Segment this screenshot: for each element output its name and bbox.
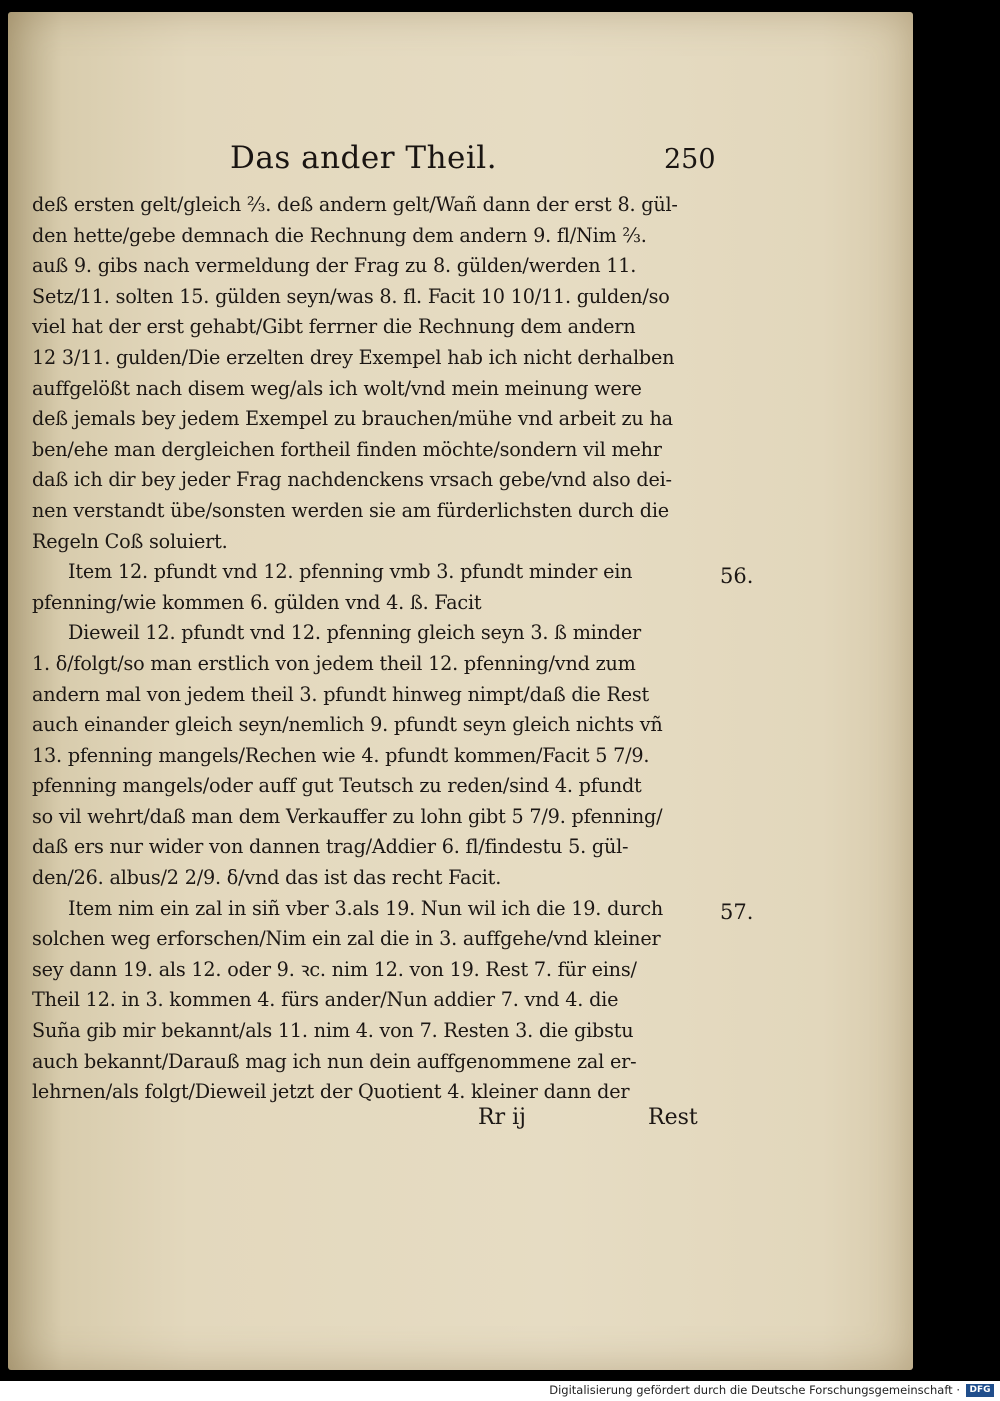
text-line: nen verstandt übe/sonsten werden sie am fürderlichsten durch die xyxy=(32,498,669,522)
text-line: Setz/11. solten 15. gülden seyn/was 8. fl. Facit 10 10/11. gulden/so xyxy=(32,284,670,308)
text-line: auch einander gleich seyn/nemlich 9. pfundt seyn gleich nichts vñ xyxy=(32,713,663,737)
margin-number-57: 57. xyxy=(720,900,754,924)
digitization-footer xyxy=(0,1381,1000,1401)
text-line: 12 3/11. gulden/Die erzelten drey Exempel hab ich nicht derhalben xyxy=(32,345,675,369)
text-line: daß ich dir bey jeder Frag nachdenckens vrsach gebe/vnd also dei- xyxy=(32,468,672,492)
text-line: Suña gib mir bekannt/als 11. nim 4. von 7. Resten 3. die gibstu xyxy=(32,1019,634,1043)
text-line: sey dann 19. als 12. oder 9. ꝛc. nim 12. von 19. Rest 7. für eins/ xyxy=(32,957,637,981)
text-line: den hette/gebe demnach die Rechnung dem andern 9. fl/Nim ⅔. xyxy=(32,223,647,247)
text-line: den/26. albus/2 2/9. δ/vnd das ist das recht Facit. xyxy=(32,866,502,890)
page-number: 250 xyxy=(664,144,716,175)
text-line: deß jemals bey jedem Exempel zu brauchen/mühe vnd arbeit zu ha xyxy=(32,407,673,431)
text-line: viel hat der erst gehabt/Gibt ferrner die Rechnung dem andern xyxy=(32,315,636,339)
text-line: andern mal von jedem theil 3. pfundt hinweg nimpt/daß die Rest xyxy=(32,682,650,706)
text-line: Item 12. pfundt vnd 12. pfenning vmb 3. pfundt minder ein xyxy=(68,560,633,584)
text-line: Regeln Coß soluiert. xyxy=(32,529,228,553)
text-line: deß ersten gelt/gleich ⅔. deß andern gelt/Wañ dann der erst 8. gül- xyxy=(32,193,678,216)
running-head: Das ander Theil. xyxy=(230,140,498,176)
text-line: 1. δ/folgt/so man erstlich von jedem theil 12. pfenning/vnd zum xyxy=(32,651,636,675)
text-line: pfenning mangels/oder auff gut Teutsch zu reden/sind 4. pfundt xyxy=(32,774,642,798)
text-line: Item nim ein zal in siñ vber 3.als 19. Nun wil ich die 19. durch xyxy=(68,896,664,920)
margin-number-56: 56. xyxy=(720,564,754,588)
text-line: Theil 12. in 3. kommen 4. fürs ander/Nun addier 7. vnd 4. die xyxy=(32,988,619,1012)
book-page xyxy=(8,12,913,1370)
text-line: auffgelößt nach disem weg/als ich wolt/vnd mein meinung were xyxy=(32,376,642,400)
text-line: Dieweil 12. pfundt vnd 12. pfenning gleich seyn 3. ß minder xyxy=(68,621,641,645)
text-line: auß 9. gibs nach vermeldung der Frag zu 8. gülden/werden 11. xyxy=(32,254,637,278)
catchword: Rest xyxy=(648,1105,698,1130)
text-line: so vil wehrt/daß man dem Verkauffer zu lohn gibt 5 7/9. pfenning/ xyxy=(32,804,663,828)
text-line: lehrnen/als folgt/Dieweil jetzt der Quotient 4. kleiner dann der xyxy=(32,1080,630,1104)
body-text xyxy=(32,190,722,1108)
signature-mark: Rr ij xyxy=(478,1105,526,1130)
text-line: solchen weg erforschen/Nim ein zal die in 3. auffgehe/vnd kleiner xyxy=(32,927,661,951)
dfg-logo: DFG xyxy=(966,1384,994,1397)
text-line: auch bekannt/Darauß mag ich nun dein auffgenommene zal er- xyxy=(32,1049,637,1073)
text-line: pfenning/wie kommen 6. gülden vnd 4. ß. Facit xyxy=(32,590,482,614)
text-line: daß ers nur wider von dannen trag/Addier 6. fl/findestu 5. gül- xyxy=(32,835,629,859)
text-line: 13. pfenning mangels/Rechen wie 4. pfundt kommen/Facit 5 7/9. xyxy=(32,743,650,767)
funding-credit: Digitalisierung gefördert durch die Deutsche Forschungsgemeinschaft · xyxy=(549,1383,960,1397)
text-line: ben/ehe man dergleichen fortheil finden möchte/sondern vil mehr xyxy=(32,437,662,461)
